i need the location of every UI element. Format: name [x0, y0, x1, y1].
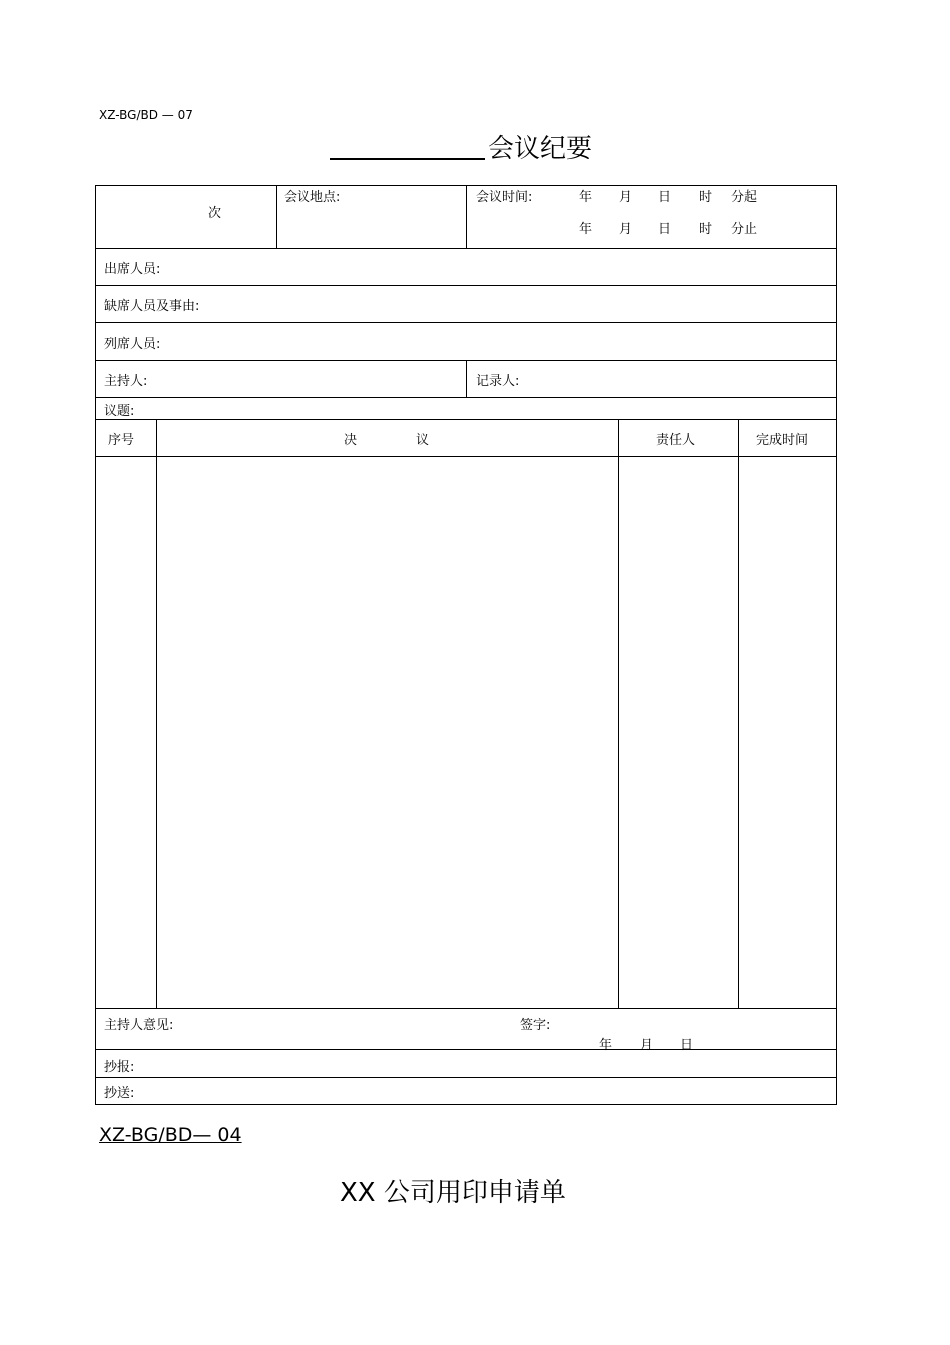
absentees-label: 缺席人员及事由:	[104, 299, 200, 314]
document-code: XZ-BG/BD — 07	[99, 108, 193, 122]
col-divider	[618, 419, 619, 1009]
page-title-2: XX 公司用印申请单	[340, 1178, 566, 1208]
send-to-label: 抄送:	[104, 1086, 135, 1101]
header-seq: 序号	[108, 433, 135, 448]
header-resolution-1: 决	[344, 433, 358, 448]
sign-day: 日	[680, 1038, 694, 1053]
end-day: 日	[658, 222, 672, 237]
row-divider	[95, 456, 837, 457]
session-count-label: 次	[208, 206, 222, 221]
report-to-label: 抄报:	[104, 1060, 135, 1075]
header-resolution-2: 议	[416, 433, 430, 448]
end-month: 月	[619, 222, 633, 237]
sign-month: 月	[640, 1038, 654, 1053]
row-divider	[95, 285, 837, 286]
title-blank-line	[330, 158, 485, 160]
meeting-time-label: 会议时间:	[476, 190, 533, 205]
start-day: 日	[658, 190, 672, 205]
host-label: 主持人:	[104, 374, 148, 389]
col-divider	[156, 419, 157, 1009]
attendees-label: 出席人员:	[104, 262, 161, 277]
start-minute: 分起	[731, 190, 758, 205]
host-opinion-label: 主持人意见:	[104, 1018, 174, 1033]
row-divider	[95, 419, 837, 420]
form-border-left	[95, 185, 96, 1105]
start-year: 年	[579, 190, 593, 205]
row-divider	[95, 322, 837, 323]
col-divider	[738, 419, 739, 1009]
form-border-bottom	[95, 1104, 837, 1105]
sign-year: 年	[599, 1038, 613, 1053]
header-owner: 责任人	[656, 433, 696, 448]
end-year: 年	[579, 222, 593, 237]
signature-label: 签字:	[520, 1018, 551, 1033]
start-month: 月	[619, 190, 633, 205]
col-divider	[466, 360, 467, 398]
page-title: 会议纪要	[488, 134, 593, 164]
recorder-label: 记录人:	[476, 374, 520, 389]
topic-label: 议题:	[104, 404, 135, 419]
col-divider	[466, 185, 467, 249]
header-deadline: 完成时间	[756, 433, 809, 448]
row-divider	[95, 1077, 837, 1078]
end-minute: 分止	[731, 222, 758, 237]
form-border-right	[836, 185, 837, 1105]
col-divider	[276, 185, 277, 249]
observers-label: 列席人员:	[104, 337, 161, 352]
row-divider	[95, 1049, 837, 1050]
meeting-location-label: 会议地点:	[284, 190, 341, 205]
row-divider	[95, 1008, 837, 1009]
start-hour: 时	[699, 190, 713, 205]
document-code-2: XZ-BG/BD— 04	[99, 1124, 242, 1146]
end-hour: 时	[699, 222, 713, 237]
